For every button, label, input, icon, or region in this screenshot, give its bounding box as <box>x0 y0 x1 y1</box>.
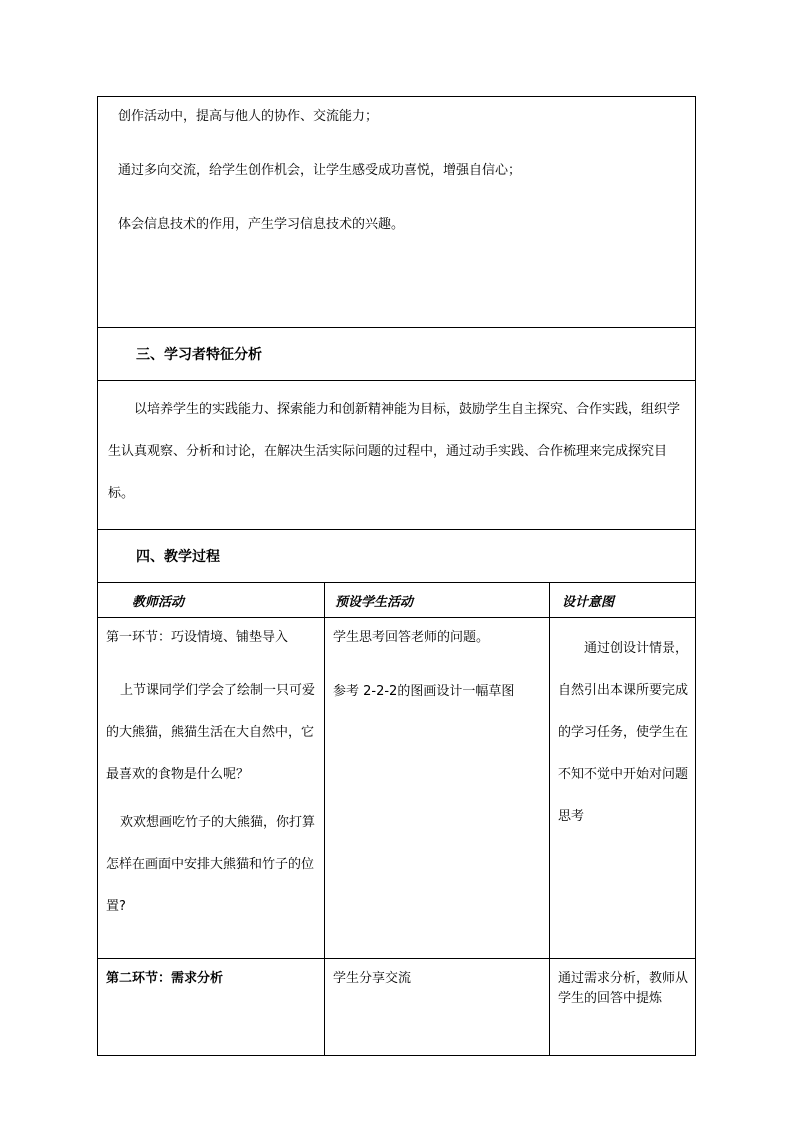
step-title: 第二环节：需求分析 <box>106 971 224 986</box>
student-activity-text: 学生思考回答老师的问题。 <box>333 630 490 645</box>
table-header-row <box>98 583 696 618</box>
column-header-intent: 设计意图 <box>550 583 696 618</box>
student-activity-text: 参考 2-2-2的图画设计一幅草图 <box>333 684 515 699</box>
step-title: 第一环节：巧设情境、铺垫导入 <box>106 630 289 645</box>
student-activity-text: 学生分享交流 <box>333 971 412 986</box>
learner-analysis-cell <box>98 381 696 530</box>
section-heading: 四、教学过程 <box>136 549 220 565</box>
goals-row <box>98 97 696 328</box>
section4-heading-cell <box>98 530 696 583</box>
goal-line: 创作活动中，提高与他人的协作、交流能力； <box>118 109 379 124</box>
table-row <box>98 618 696 959</box>
lesson-plan-table <box>97 96 696 1056</box>
goal-line: 体会信息技术的作用，产生学习信息技术的兴趣。 <box>118 217 405 232</box>
section3-heading-cell <box>98 328 696 381</box>
teacher-activity-cell <box>98 959 325 1056</box>
design-intent-cell <box>550 618 696 959</box>
learner-analysis-row <box>98 381 696 530</box>
section3-heading-row <box>98 328 696 381</box>
goals-cell <box>98 97 696 328</box>
student-activity-cell <box>325 618 550 959</box>
goal-line: 通过多向交流，给学生创作机会，让学生感受成功喜悦，增强自信心； <box>118 163 522 178</box>
design-intent-cell <box>550 959 696 1056</box>
design-intent-text: 通过创设计情景，自然引出本课所要完成的学习任务，使学生在不知不觉中开始对问题思考 <box>558 641 689 824</box>
column-header-teacher: 教师活动 <box>98 583 325 618</box>
design-intent-text: 通过需求分析，教师从学生的回答中提炼 <box>558 971 689 1006</box>
student-activity-cell <box>325 959 550 1056</box>
teacher-activity-text: 上节课同学们学会了绘制一只可爱的大熊猫，熊猫生活在大自然中，它最喜欢的食物是什么呢？ <box>106 683 316 782</box>
teacher-activity-text: 欢欢想画吃竹子的大熊猫，你打算怎样在画面中安排大熊猫和竹子的位置? <box>106 815 316 914</box>
section4-heading-row <box>98 530 696 583</box>
section-heading: 三、学习者特征分析 <box>136 347 262 363</box>
learner-analysis-text: 以培养学生的实践能力、探索能力和创新精神能为目标，鼓励学生自主探究、合作实践，组织学生认真观察、分析和讨论，在解决生活实际问题的过程中，通过动手实践、合作梳理来完成探究目标。 <box>108 402 681 501</box>
table-row <box>98 959 696 1056</box>
document-page <box>97 96 695 1056</box>
column-header-student: 预设学生活动 <box>325 583 550 618</box>
teacher-activity-cell <box>98 618 325 959</box>
